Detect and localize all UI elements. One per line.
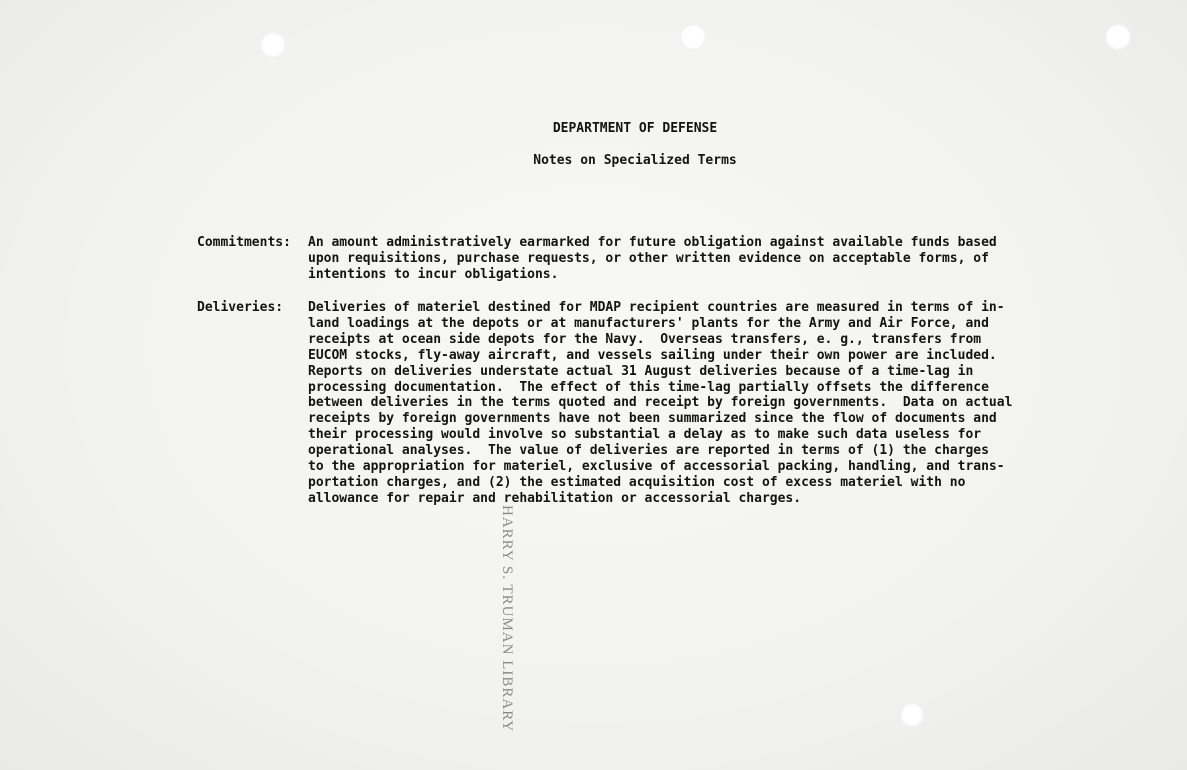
library-stamp: HARRY S. TRUMAN LIBRARY bbox=[499, 505, 515, 733]
definition-line: Deliveries of materiel destined for MDAP recipient countries are measured in terms of in- bbox=[308, 300, 1005, 315]
definition-line: processing documentation. The effect of this time-lag partially offsets the difference bbox=[308, 379, 989, 395]
definition-line: portation charges, and (2) the estimated acquisition cost of excess materiel with no bbox=[308, 474, 966, 490]
term-definition-commitments bbox=[308, 235, 1038, 283]
definition-line: their processing would involve so substantial a delay as to make such data useless for bbox=[308, 427, 982, 443]
punch-hole-bottom bbox=[900, 703, 924, 727]
punch-hole-right bbox=[1105, 24, 1131, 50]
punch-hole-left bbox=[260, 32, 286, 58]
definition-line: EUCOM stocks, fly-away aircraft, and vessels sailing under their own power are included. bbox=[308, 347, 997, 363]
definition-line: An amount administratively earmarked for future obligation against available funds based bbox=[308, 235, 997, 250]
definition-line: upon requisitions, purchase requests, or other written evidence on acceptable forms, of bbox=[308, 250, 989, 266]
term-label-commitments: Commitments: bbox=[197, 235, 291, 250]
definition-line: between deliveries in the terms quoted and receipt by foreign governments. Data on actual bbox=[308, 395, 1013, 411]
definition-line: land loadings at the depots or at manufacturers' plants for the Army and Air Force, and bbox=[308, 315, 989, 331]
definition-line: intentions to incur obligations. bbox=[308, 266, 559, 282]
definition-line: allowance for repair and rehabilitation or accessorial charges. bbox=[308, 490, 802, 506]
definition-line: receipts by foreign governments have not been summarized since the flow of documents and bbox=[308, 411, 997, 427]
definition-line: operational analyses. The value of deliveries are reported in terms of (1) the charges bbox=[308, 443, 989, 459]
term-label-deliveries: Deliveries: bbox=[197, 300, 284, 315]
definition-line: receipts at ocean side depots for the Navy. Overseas transfers, e. g., transfers from bbox=[308, 331, 982, 347]
term-definition-deliveries bbox=[308, 300, 1038, 507]
document-title: DEPARTMENT OF DEFENSE bbox=[552, 121, 718, 136]
punch-hole-center bbox=[680, 24, 706, 50]
definition-line: Reports on deliveries understate actual 31 August deliveries because of a time-lag in bbox=[308, 363, 974, 379]
document-subtitle: Notes on Specialized Terms bbox=[533, 153, 737, 168]
definition-line: to the appropriation for materiel, exclusive of accessorial packing, handling, and trans- bbox=[308, 459, 1005, 475]
